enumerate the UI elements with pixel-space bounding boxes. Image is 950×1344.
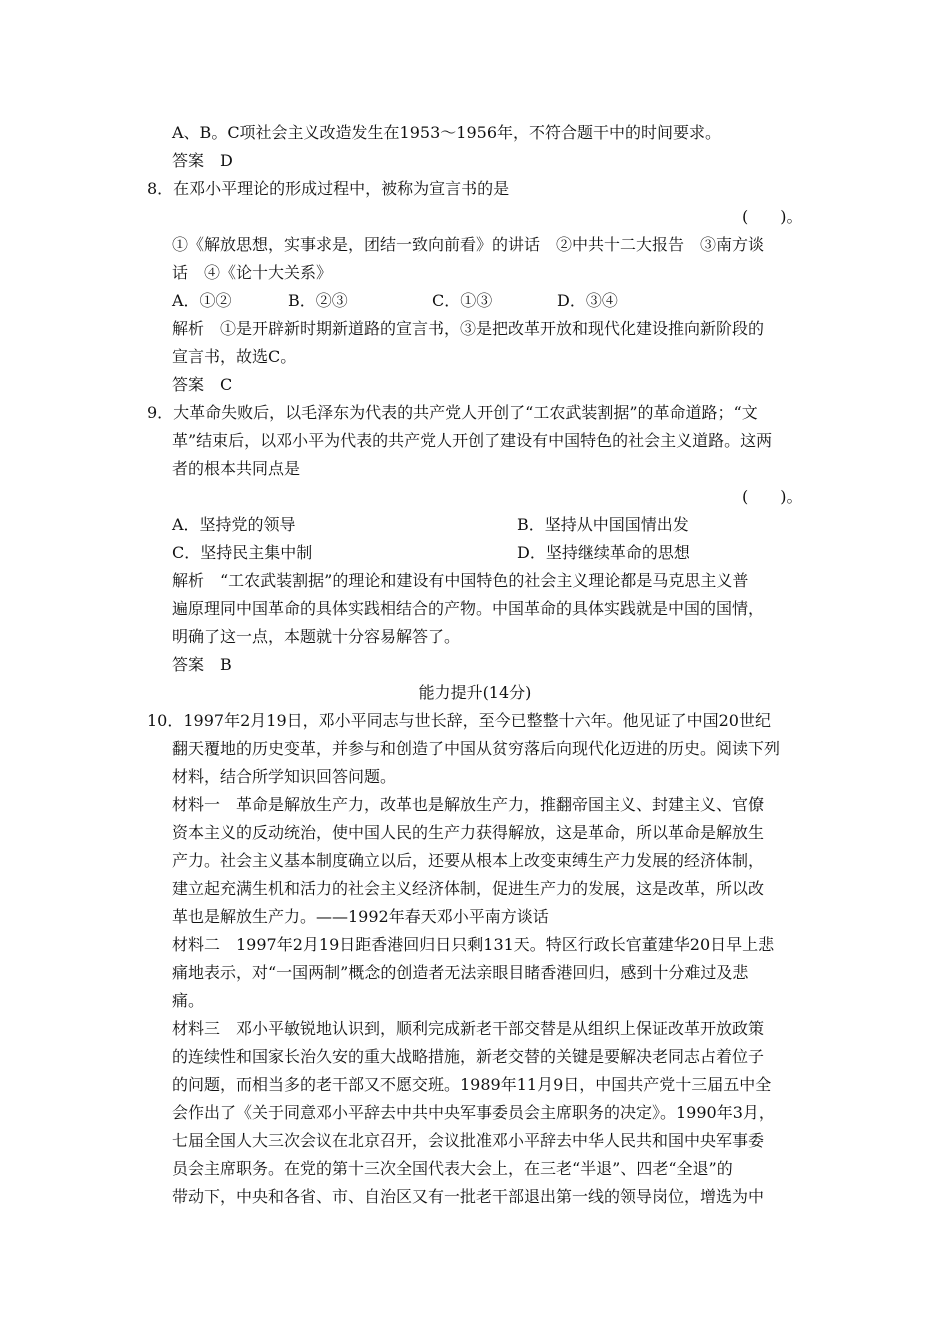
- q7-analysis-tail: A、B。C项社会主义改造发生在1953～1956年，不符合题干中的时间要求。: [172, 123, 721, 142]
- q9-option-a: A．坚持党的领导: [172, 515, 296, 534]
- q8-option-b: B．②③: [288, 291, 348, 310]
- q8-option-c: C．①③: [432, 291, 493, 310]
- q9-analysis-line1: 解析 “工农武装割据”的理论和建设有中国特色的社会主义理论都是马克思主义普: [172, 571, 749, 590]
- q10-stem-line2: 翻天覆地的历史变革，并参与和创造了中国从贫穷落后向现代化迈进的历史。阅读下列: [172, 739, 781, 758]
- q8-option-a: A．①②: [172, 291, 232, 310]
- q9-analysis-line3: 明确了这一点，本题就十分容易解答了。: [172, 627, 461, 646]
- q9-stem-line1: 9．大革命失败后，以毛泽东为代表的共产党人开创了“工农武装割据”的革命道路；“文: [147, 403, 758, 422]
- q10-material2-line1: 材料二 1997年2月19日距香港回归日只剩131天。特区行政长官董建华20日早上悲: [172, 935, 775, 954]
- q10-stem-line1: 10．1997年2月19日，邓小平同志与世长辞，至今已整整十六年。他见证了中国20世纪: [147, 711, 771, 730]
- section-title: 能力提升(14分): [418, 683, 532, 702]
- q10-material1-line3: 产力。社会主义基本制度确立以后，还要从根本上改变束缚生产力发展的经济体制，: [172, 851, 765, 870]
- q9-analysis-line2: 遍原理同中国革命的具体实践相结合的产物。中国革命的具体实践就是中国的国情，: [172, 599, 765, 618]
- q10-material2-line3: 痛。: [172, 991, 205, 1010]
- q10-material1-line1: 材料一 革命是解放生产力，改革也是解放生产力，推翻帝国主义、封建主义、官僚: [172, 795, 765, 814]
- q10-material1-line4: 建立起充满生机和活力的社会主义经济体制，促进生产力的发展，这是改革，所以改: [172, 879, 765, 898]
- q9-option-b: B．坚持从中国国情出发: [517, 515, 689, 534]
- q9-option-d: D．坚持继续革命的思想: [517, 543, 690, 562]
- q10-stem-line3: 材料，结合所学知识回答问题。: [172, 767, 397, 786]
- q9-answer: 答案 B: [172, 655, 232, 674]
- q8-items-line2: 话 ④《论十大关系》: [172, 263, 333, 282]
- q9-answer-paren: ( )。: [742, 487, 803, 506]
- q10-material3-line4: 会作出了《关于同意邓小平辞去中共中央军事委员会主席职务的决定》。1990年3月，: [172, 1103, 775, 1122]
- q10-material1-line5: 革也是解放生产力。——1992年春天邓小平南方谈话: [172, 907, 549, 926]
- q8-answer: 答案 C: [172, 375, 233, 394]
- q10-material1-line2: 资本主义的反动统治，使中国人民的生产力获得解放，这是革命，所以革命是解放生: [172, 823, 765, 842]
- q10-material3-line6: 员会主席职务。在党的第十三次全国代表大会上，在三老“半退”、四老“全退”的: [172, 1159, 733, 1178]
- q10-material3-line1: 材料三 邓小平敏锐地认识到，顺利完成新老干部交替是从组织上保证改革开放政策: [172, 1019, 765, 1038]
- q9-option-c: C．坚持民主集中制: [172, 543, 313, 562]
- q8-items-line1: ①《解放思想，实事求是，团结一致向前看》的讲话 ②中共十二大报告 ③南方谈: [172, 235, 765, 254]
- q9-stem-line3: 者的根本共同点是: [172, 459, 301, 478]
- q8-stem: 8．在邓小平理论的形成过程中，被称为宣言书的是: [147, 179, 510, 198]
- q10-material3-line3: 的问题，而相当多的老干部又不愿交班。1989年11月9日，中国共产党十三届五中全: [172, 1075, 772, 1094]
- q10-material3-line2: 的连续性和国家长治久安的重大战略措施，新老交替的关键是要解决老同志占着位子: [172, 1047, 765, 1066]
- q10-material3-line7: 带动下，中央和各省、市、自治区又有一批老干部退出第一线的领导岗位，增选为中: [172, 1187, 765, 1206]
- q10-material3-line5: 七届全国人大三次会议在北京召开，会议批准邓小平辞去中华人民共和国中央军事委: [172, 1131, 765, 1150]
- q8-option-d: D．③④: [557, 291, 618, 310]
- q8-answer-paren: ( )。: [742, 207, 803, 226]
- q8-analysis-line1: 解析 ①是开辟新时期新道路的宣言书，③是把改革开放和现代化建设推向新阶段的: [172, 319, 765, 338]
- q9-stem-line2: 革”结束后，以邓小平为代表的共产党人开创了建设有中国特色的社会主义道路。这两: [172, 431, 773, 450]
- q10-material2-line2: 痛地表示，对“一国两制”概念的创造者无法亲眼目睹香港回归，感到十分难过及悲: [172, 963, 749, 982]
- q8-analysis-line2: 宣言书，故选C。: [172, 347, 297, 366]
- q7-answer: 答案 D: [172, 151, 233, 170]
